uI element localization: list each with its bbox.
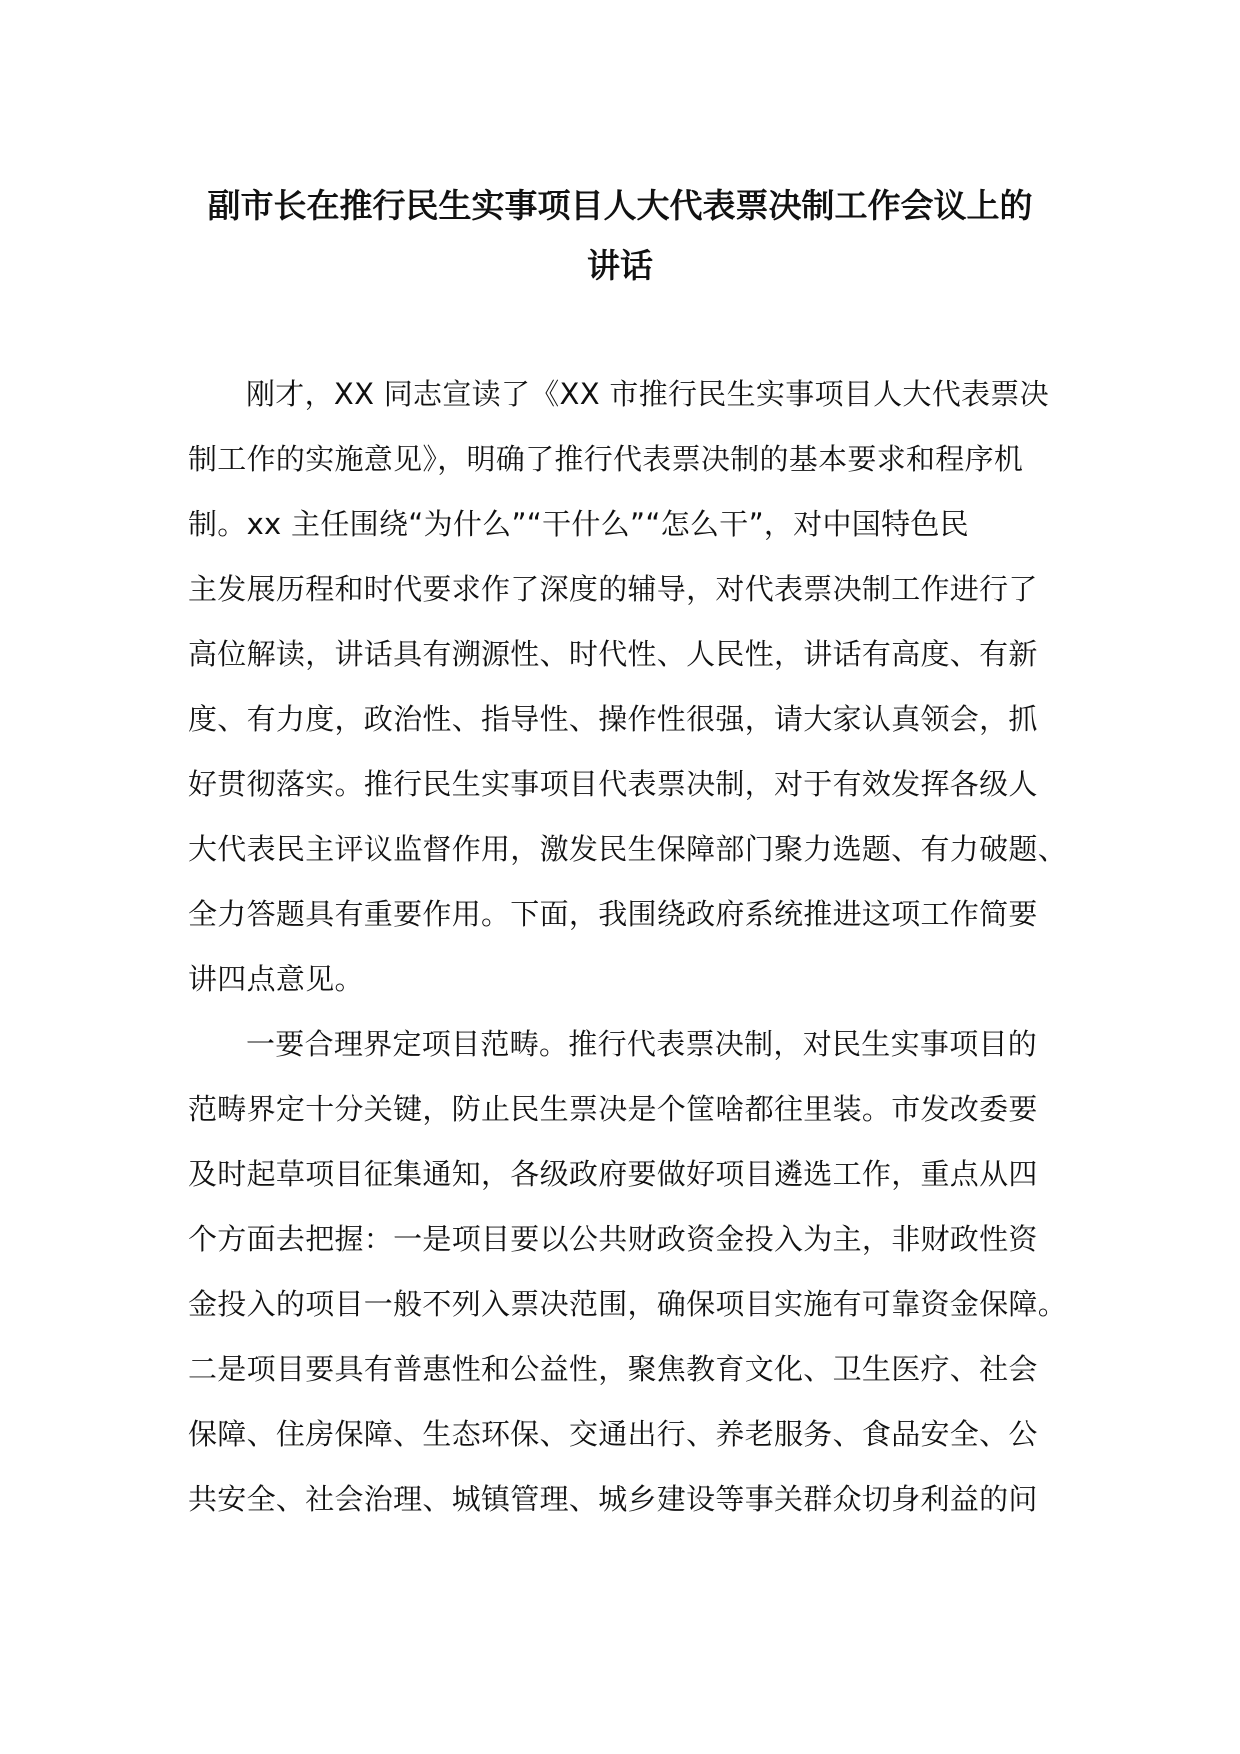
text-line: 范畴界定十分关键，防止民生票决是个筐啥都往里装。市发改委要 — [188, 1092, 1038, 1126]
paragraph-2 — [188, 1022, 1068, 1542]
paragraph-1 — [188, 372, 1068, 1022]
document-body — [188, 372, 1068, 1542]
text-line: 好贯彻落实。推行民生实事项目代表票决制，对于有效发挥各级人 — [188, 767, 1038, 801]
title-line-2: 讲话 — [587, 246, 653, 285]
text-line: 制工作的实施意见》，明确了推行代表票决制的基本要求和程序机 — [188, 442, 1024, 476]
text-line: 主发展历程和时代要求作了深度的辅导，对代表票决制工作进行了 — [188, 572, 1038, 606]
text-line: 共安全、社会治理、城镇管理、城乡建设等事关群众切身利益的问 — [188, 1482, 1038, 1516]
text-line: 个方面去把握：一是项目要以公共财政资金投入为主，非财政性资 — [188, 1222, 1038, 1256]
text-line: 全力答题具有重要作用。下面，我围绕政府系统推进这项工作简要 — [188, 897, 1038, 931]
text-line: 度、有力度，政治性、指导性、操作性很强，请大家认真领会，抓 — [188, 702, 1038, 736]
text-line: 金投入的项目一般不列入票决范围，确保项目实施有可靠资金保障。 — [188, 1287, 1068, 1321]
title-line-1: 副市长在推行民生实事项目人大代表票决制工作会议上的 — [207, 186, 1033, 225]
text-line: 及时起草项目征集通知，各级政府要做好项目遴选工作，重点从四 — [188, 1157, 1038, 1191]
text-line: 刚才，XX 同志宣读了《XX 市推行民生实事项目人大代表票决 — [246, 377, 1049, 411]
text-line: 高位解读，讲话具有溯源性、时代性、人民性，讲话有高度、有新 — [188, 637, 1038, 671]
text-line: 保障、住房保障、生态环保、交通出行、养老服务、食品安全、公 — [188, 1417, 1038, 1451]
text-line: 大代表民主评议监督作用，激发民生保障部门聚力选题、有力破题、 — [188, 832, 1068, 866]
text-line: 讲四点意见。 — [188, 962, 364, 996]
text-line: 二是项目要具有普惠性和公益性，聚焦教育文化、卫生医疗、社会 — [188, 1352, 1038, 1386]
text-line: 一要合理界定项目范畴。推行代表票决制，对民生实事项目的 — [246, 1027, 1038, 1061]
text-line: 制。xx 主任围绕“为什么”“干什么”“怎么干”，对中国特色民 — [188, 507, 969, 541]
